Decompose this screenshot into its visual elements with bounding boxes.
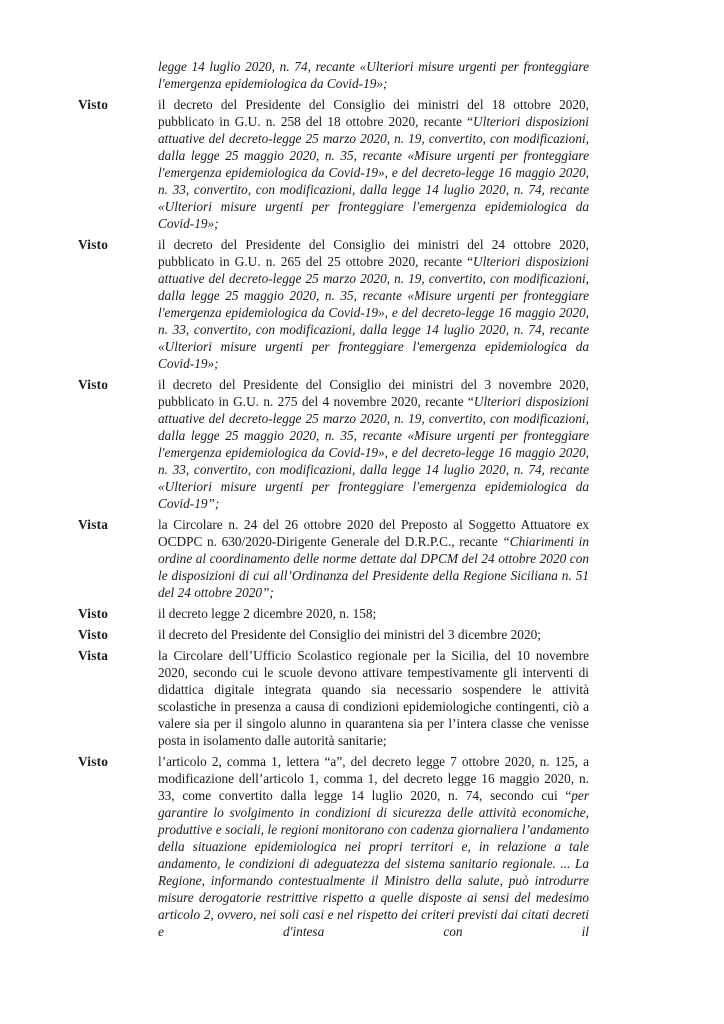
recital-text bbox=[158, 96, 589, 232]
recital-row bbox=[78, 626, 589, 643]
recital-text bbox=[158, 58, 589, 92]
recital-text-italic: legge 14 luglio 2020, n. 74, recante «Ulteriori misure urgenti per fronteggiare l'emergenza epidemiologica da Covid-19»; bbox=[158, 59, 589, 91]
recital-row bbox=[78, 516, 589, 601]
recital-text bbox=[158, 376, 589, 512]
recital-row bbox=[78, 96, 589, 232]
recital-row bbox=[78, 647, 589, 749]
recital-text bbox=[158, 647, 589, 749]
recital-row bbox=[78, 605, 589, 622]
recital-row bbox=[78, 236, 589, 372]
recital-label: Visto bbox=[78, 237, 109, 252]
recital-label: Visto bbox=[78, 97, 109, 112]
recital-text-regular: l’articolo 2, comma 1, lettera “a”, del decreto legge 7 ottobre 2020, n. 125, a modificazione dell’articolo 1, comma 1, del decreto legge 16 maggio 2020, n. 33, come convertito dalla legge 14 luglio 2020, n. 74, secondo cui “ bbox=[158, 754, 589, 803]
recital-text bbox=[158, 753, 589, 940]
recital-label: Visto bbox=[78, 754, 109, 769]
recital-label: Visto bbox=[78, 606, 109, 621]
recital-text-italic: Ulteriori disposizioni attuative del decreto-legge 25 marzo 2020, n. 19, convertito, con modificazioni, dalla legge 25 maggio 2020, n. 35, recante «Misure urgenti per fronteggiare l'emergenza epidemiologica da Covid-19», e del decreto-legge 16 maggio 2020, n. 33, convertito, con modificazioni, dalla legge 14 luglio 2020, n. 74, recante «Ulteriori misure urgenti per fronteggiare l'emergenza epidemiologica da Covid-19»; bbox=[158, 254, 589, 371]
recital-row bbox=[78, 58, 589, 92]
recital-text-italic: Ulteriori disposizioni attuative del decreto-legge 25 marzo 2020, n. 19, convertito, con modificazioni, dalla legge 25 maggio 2020, n. 35, recante «Misure urgenti per fronteggiare l'emergenza epidemiologica da Covid-19», e del decreto-legge 16 maggio 2020, n. 33, convertito, con modificazioni, dalla legge 14 luglio 2020, n. 74, recante «Ulteriori misure urgenti per fronteggiare l'emergenza epidemiologica da Covid-19»; bbox=[158, 114, 589, 231]
recital-text-italic: per garantire lo svolgimento in condizioni di sicurezza delle attività economiche, produttive e sociali, le regioni monitorano con cadenza giornaliera l’andamento della situazione epidemiologica nei propri territori e, in relazione a tale andamento, le condizioni di adeguatezza del sistema sanitario regionale. ... La Regione, informando contestualmente il Ministro della salute, può introdurre misure derogatorie restrittive rispetto a quelle disposte ai sensi del medesimo articolo 2, ovvero, nei soli casi e nel rispetto dei criteri previsti dai citati decreti e d'intesa con il bbox=[158, 788, 589, 939]
recital-text-regular: il decreto del Presidente del Consiglio dei ministri del 3 dicembre 2020; bbox=[158, 627, 541, 642]
recital-text bbox=[158, 236, 589, 372]
recital-text bbox=[158, 626, 589, 643]
recital-row bbox=[78, 753, 589, 940]
recital-label: Visto bbox=[78, 627, 109, 642]
recital-label: Vista bbox=[78, 648, 109, 663]
recital-text-regular: il decreto del Presidente del Consiglio dei ministri del 18 ottobre 2020, pubblicato in G.U. n. 258 del 18 ottobre 2020, recante “ bbox=[158, 97, 589, 129]
recital-text bbox=[158, 516, 589, 601]
recitals-list bbox=[78, 58, 589, 944]
recital-text-italic: Ulteriori disposizioni attuative del decreto-legge 25 marzo 2020, n. 19, convertito, con modificazioni, dalla legge 25 maggio 2020, n. 35, recante «Misure urgenti per fronteggiare l'emergenza epidemiologica da Covid-19», e del decreto-legge 16 maggio 2020, n. 33, convertito, con modificazioni, dalla legge 14 luglio 2020, n. 74, recante «Ulteriori misure urgenti per fronteggiare l'emergenza epidemiologica da Covid-19”; bbox=[158, 394, 589, 511]
recital-label: Vista bbox=[78, 517, 109, 532]
recital-text-regular: il decreto legge 2 dicembre 2020, n. 158; bbox=[158, 606, 377, 621]
recital-text-regular: la Circolare n. 24 del 26 ottobre 2020 del Preposto al Soggetto Attuatore ex OCDPC n. 630/2020-Dirigente Generale del D.R.P.C., recante bbox=[158, 517, 589, 549]
recital-text-regular: il decreto del Presidente del Consiglio dei ministri del 24 ottobre 2020, pubblicato in G.U. n. 265 del 25 ottobre 2020, recante “ bbox=[158, 237, 589, 269]
recital-text-italic: “Chiarimenti in ordine al coordinamento delle norme dettate dal DPCM del 24 ottobre 2020 con le disposizioni di cui all’Ordinanza del Presidente della Regione Siciliana n. 51 del 24 ottobre 2020”; bbox=[158, 534, 589, 600]
recital-text-regular: la Circolare dell’Ufficio Scolastico regionale per la Sicilia, del 10 novembre 2020, secondo cui le scuole devono attivare tempestivamente gli interventi di didattica digitale integrata quando sia necessario sospendere le attività scolastiche in presenza a causa di condizioni epidemiologiche contingenti, ciò a valere sia per il singolo alunno in quarantena sia per l’intera classe che venisse posta in isolamento dalle autorità sanitarie; bbox=[158, 648, 589, 748]
recital-row bbox=[78, 376, 589, 512]
recital-text-regular: il decreto del Presidente del Consiglio dei ministri del 3 novembre 2020, pubblicato in G.U. n. 275 del 4 novembre 2020, recante “ bbox=[158, 377, 589, 409]
recital-text bbox=[158, 605, 589, 622]
recital-label: Visto bbox=[78, 377, 109, 392]
